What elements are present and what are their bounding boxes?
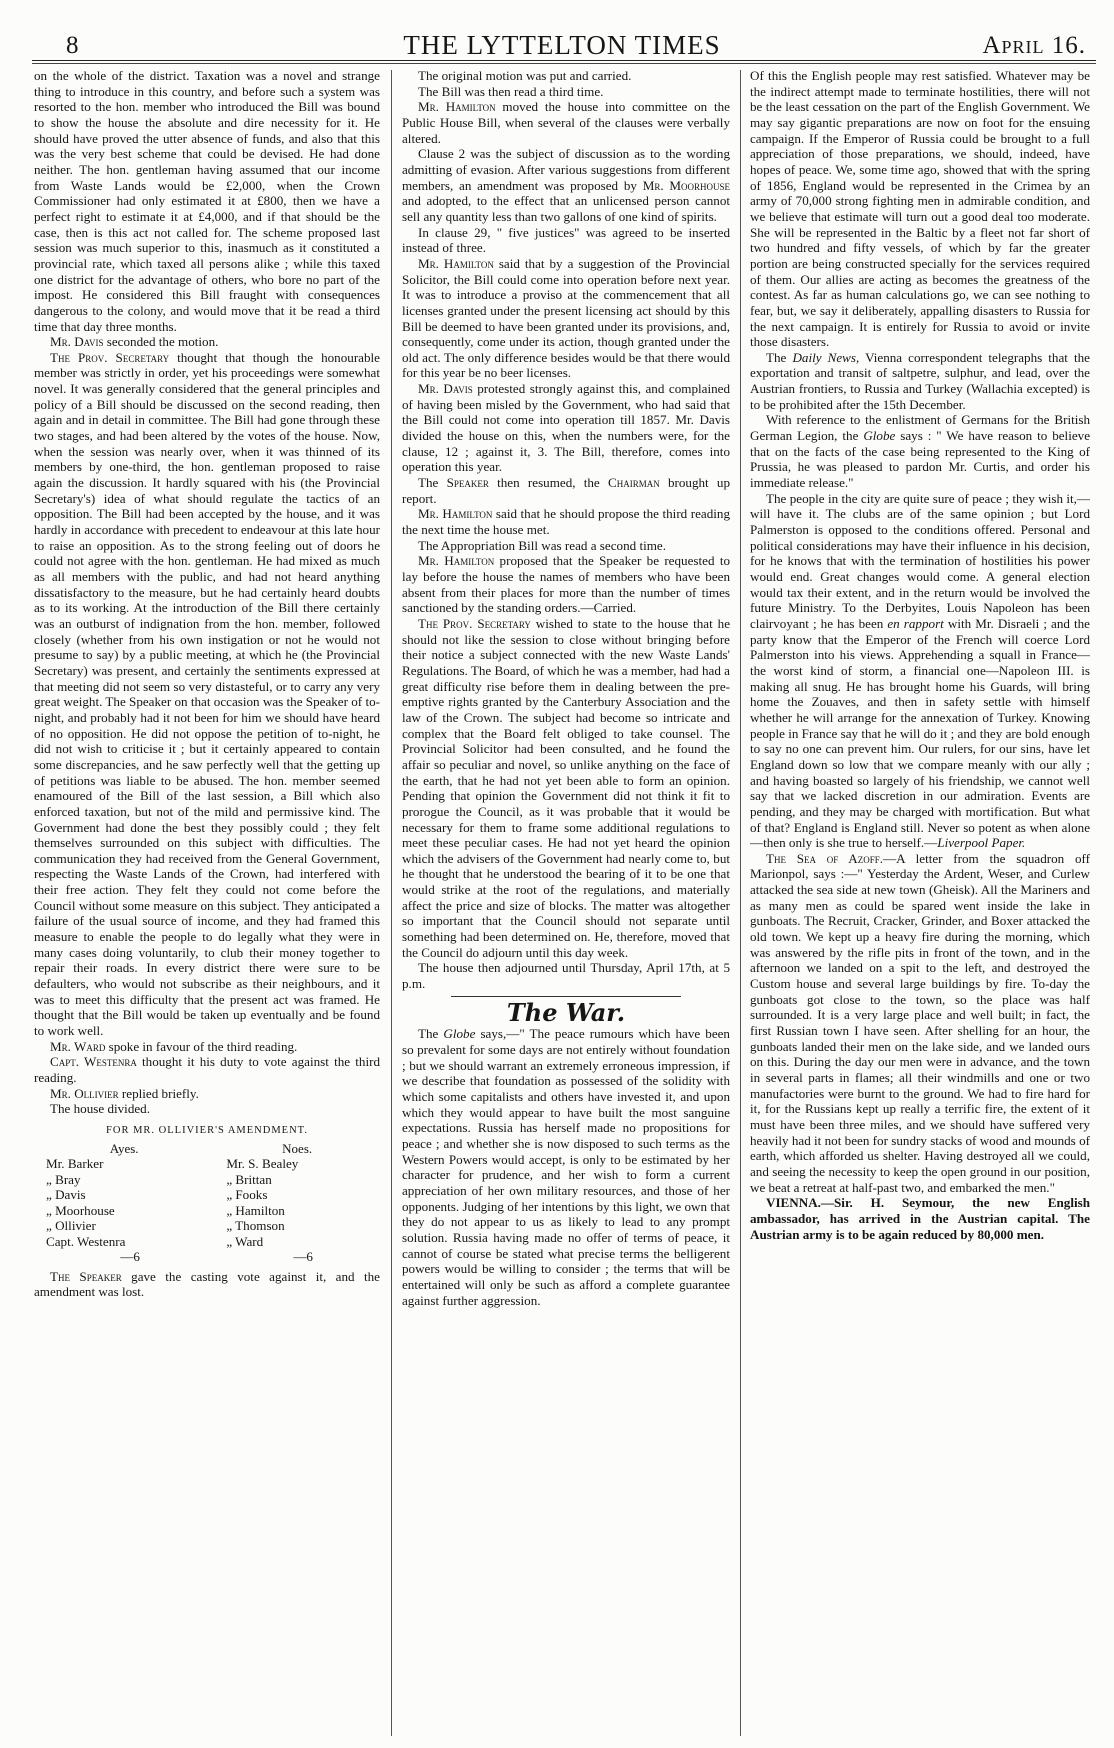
column-divider (391, 70, 392, 1736)
speaker-name: Mr. Hamilton (418, 506, 493, 522)
column-3 (750, 68, 1090, 1738)
paragraph-text: protested strongly against this, and complained of having been misled by the Government, who had said that the Bill could not come into operation till 1857. Mr. Davis divided the house on this, when the numbers were, for the clause, 12 ; against it, 3. The Bill, therefore, comes into operation this year. (402, 381, 730, 475)
paragraph: The Appropriation Bill was read a second time. (418, 537, 666, 553)
paragraph-text: said that by a suggestion of the Provincial Solicitor, the Bill could come into operation before next year. It was to introduce a proviso at the commencement that all licenses granted under the present licensing act should by this Bill be deemed to have been granted under its provisions, and, consequently, come under its action, though granted under the old act. The only difference besides would be that there would for this year be no beer licenses. (402, 255, 730, 381)
paragraph (402, 616, 730, 960)
division-table (34, 1141, 380, 1265)
paragraph (402, 146, 730, 224)
paragraph: The original motion was put and carried. (418, 68, 632, 83)
article-heading: The Sea of Azoff. (766, 850, 884, 866)
paragraph (750, 350, 1090, 413)
division-row (34, 1218, 380, 1234)
paragraph (402, 553, 730, 616)
paragraph (750, 412, 1090, 490)
column-2 (402, 68, 730, 1738)
paragraph (402, 475, 730, 506)
paragraph-text: The (418, 475, 447, 491)
paragraph: The Bill was then read a third time. (418, 83, 604, 99)
paragraph-text: With reference to the enlistment of Germans for the British German Legion, the (750, 412, 1090, 444)
paragraph (34, 1039, 380, 1055)
aye-name: „ Bray (46, 1171, 81, 1187)
aye-name: „ Davis (46, 1187, 86, 1203)
paragraph: In clause 29, " five justices" was agreed to be inserted instead of three. (402, 224, 730, 256)
paragraph-text: proposed that the Speaker be requested to lay before the house the names of members who have been absent from their places for more than the number of times sanctioned by the standing orders.—Carried. (402, 553, 730, 616)
paragraph-text: thought that though the honourable member was strictly in order, yet his proceedings were somewhat novel. It was generally considered that the general principles and policy of a Bill should be discussed on the second reading, then again and in detail in committee. The Bill had gone through these two stages, and had been altered by the votes of the house. Now, when the session was nearly over, when it was thinned of its members by one-third, the hon. gentleman proposed to raise again the discussion. It hardly squared with his (the Provincial Secretary's) idea of what should regulate the tactics of an opposition. The Bill had been accepted by the house, and it was hardly in accordance with precedent to endeavour at this late hour to raise an opposition. As to the strong feeling out of doors he could not agree with the hon. gentleman. He had mixed as much as all members with the public, and had not heard anything dissatisfactory to the measure, but he had certainly heard doubts as to its working. At the introduction of the Bill there certainly was an outburst of indignation from the hon. member, followed closely (whether from his own instigation or not he would not presume to say) by a public meeting, at which he (the Provincial Secretary) was present, and certainly the sentiments expressed at that meeting did not seem so very distasteful, or to carry any very great weight. The Speaker on that occasion was the Speaker of to-night, and probably had it not been for him we should have heard of no opposition. He did not oppose the petition of to-night, he did not wish to criticise it ; but it certainly appeared to contain some discrepancies, and he saw perfectly well that the getting up of petitions was liable to be abused. The hon. member seemed enamoured of the Bill of the last session, a Bill which also enforced taxation, but not of the mild and permissive kind. The Government had done the best they possibly could ; they felt themselves surrounded on this subject with difficulties. The communication they had received from the General Government, respecting the Waste Lands of the Crown, had interfered with their free action. They felt they could not come before the Council without some measure on this subject. They anticipated a failure of the usual source of income, and they had framed this measure to enable the people to do legally what they were in many cases doing voluntarily, to club their money together to repair their roads. In every district there were sure to be defaulters, who would not subscribe as their neighbours, and it was to meet this difficulty that the present act was framed. He thought that the Bill would be taken up eventually and be found to work well. (34, 349, 380, 1039)
speaker-name: Mr. Hamilton (418, 553, 495, 569)
newspaper-title: THE LYTTELTON TIMES (403, 30, 721, 60)
section-rule (451, 996, 681, 997)
section-title-the-war: The War. (506, 997, 626, 1027)
masthead-rule-thin (32, 63, 1096, 64)
no-name: Mr. S. Bealey (226, 1156, 299, 1172)
paragraph (34, 350, 380, 1039)
paragraph: VIENNA.—Sir. H. Seymour, the new English ambassador, has arrived in the Austrian capital. The Austrian army is to be again reduced by 80,000 men. (750, 1195, 1090, 1242)
noes-total: —6 (293, 1249, 313, 1265)
paragraph: The house divided. (50, 1101, 150, 1117)
paragraph-text: wished to state to the house that he should not like the session to close without bringing before their notice a subject connected with the new Waste Lands' Regulations. The Board, of which he was a member, had had a great difficulty rise before them in dealing between the pre-emptive rights granted by the Canterbury Association and the law of the Crown. The subject had become so intricate and complex that the Board felt obliged to take counsel. The Provincial Solicitor had been consulted, and he found the affair so peculiar and novel, so unlike anything on the face of the earth, that he had not yet been able to form an opinion. Pending that opinion the Government did not think it fit to prorogue the Council, as it was probable that it would be necessary for them to frame some additional regulations to meet these peculiar cases. He had not yet heard the opinion which the advisers of the Government had nearly come to, but he thought that he understood the bearing of it to be one that would strike at the root of the regulations, and materially affect the price and size of blocks. The matter was altogether so important that the Council should not separate until something had been determined on. He, therefore, moved that the Council do adjourn until this day week. (402, 615, 730, 960)
aye-name: „ Moorhouse (46, 1202, 115, 1218)
paragraph-text: Clause 2 was the subject of discussion as to the wording admitting of evasion. After various suggestions from different members, an amendment was proposed by (402, 146, 730, 193)
division-row (34, 1234, 380, 1250)
paragraph (34, 1054, 380, 1085)
noes-label: Noes. (282, 1140, 313, 1156)
speaker-name: The Prov. Secretary (418, 615, 531, 631)
newspaper-name: Daily News, (792, 349, 860, 365)
paragraph: on the whole of the district. Taxation was a novel and strange thing to introduce in this country, and before such a system was resorted to the hon. member who introduced the Bill was bound to show the house the absolute and dire necessity for it. He should have proved the utter absence of funds, and also that this was the very best scheme that could be devised. He had done neither. The hon. gentleman having assumed that our income from Waste Lands would be £2,000, when the Crown Commissioner had only estimated it at £800, then we have a perfect right to estimate it at £4,000, and if that should be the case, then is this act not called for. The scheme proposed last session was much superior to this, inasmuch as it constituted a provincial rate, which taxed all persons alike ; while this taxed one district for the advantage of others, who bore no part of the impost. He considered this Bill fraught with consequences dangerous to the colony, and would move that it be read a third time that day three months. (34, 68, 380, 334)
speaker-name: Mr. Davis (50, 334, 104, 350)
paragraph-text: and adopted, to the effect that an unlicensed person cannot sell any quantity less than two gallons of one kind of spirits. (402, 193, 730, 224)
division-header-row (34, 1141, 380, 1157)
no-name: „ Hamilton (226, 1202, 285, 1218)
paragraph (34, 1269, 380, 1300)
paragraph-text: says,—" The peace rumours which have been so prevalent for some days are not entirely without foundation ; but we should warrant an extremely erroneous impression, if we describe that foundation as possessed of the solidity with which some capitalists and others have invested it, and upon which they would appear to have built the most sanguine expectations. Russia has herself made no propositions for peace ; and whether she is now disposed to such terms as the Western Powers would accept, is only to be estimated by her character for prudence, and her wish to form a current appreciation of her own military resources, and those of her opponents. Judging of her intentions by this light, we own that they do not appear to us as likely to lead to any prompt solution. Russia having made no offer of terms of peace, it cannot of course be stated what precise terms the belligerent powers would be willing to consider ; the terms that will be entertained will only be such as afford a complete guarantee against further aggression. (402, 1026, 730, 1308)
paragraph (402, 256, 730, 381)
paragraph (402, 99, 730, 146)
no-name: „ Ward (226, 1233, 264, 1249)
column-1 (34, 68, 380, 1738)
source-credit: Liverpool Paper. (937, 835, 1026, 851)
paragraph-text: says : " We have reason to believe that on the facts of the case being represented to the King of Prussia, he was pleased to pardon Mr. Curtis, and order his immediate release." (750, 428, 1090, 491)
speaker-name: Mr. Hamilton (418, 99, 496, 115)
division-row (34, 1187, 380, 1203)
paragraph-text: said that he should propose the third reading the next time the house met. (402, 506, 730, 538)
paragraph-text: Vienna correspondent telegraphs that the exportation and transit of saltpetre, sulphur, and lead, over the Austrian frontiers, to Russia and Turkey (Wallachia excepted) is to be prohibited after the 15th December. (750, 349, 1090, 412)
paragraph (750, 491, 1090, 851)
foreign-phrase: en rapport (887, 615, 944, 631)
no-name: „ Fooks (226, 1187, 268, 1203)
speaker-name: Mr. Hamilton (418, 255, 494, 271)
masthead (30, 26, 1094, 60)
paragraph-text: with Mr. Disraeli ; and the party know that the Emperor of the French will coerce Lord Palmerston into his views. Apprehending a squall in France—the worst kind of storm, a financial one—Napoleon III. is making all snug. He has brought home his Guards, will bring home the Zouaves, and then in safety settle with himself whether he will arrange for the annexation of Turkey. Knowing people in France say that he will do it ; and they are bold enough to say no one can prevent him. Our rulers, for our sins, have let England down so low that we compare meanly with our ally ; and having boasted so largely of his friendship, we cannot well say that we lacked discretion in our admiration. Events are pending, and they may be charged with mortification. But what of that? England is England still. Never so potent as when alone—then only is she true to herself.— (750, 615, 1090, 851)
division-total-row (34, 1249, 380, 1265)
paragraph-text: The people in the city are quite sure of peace ; they wish it,—will have it. The clubs are of the same opinion ; but Lord Palmerston is opposed to the conditions offered. Personal and political considerations may have their influence in his decision, for he knows that with the termination of hostilities his power would end. Great changes would come. A general election would tax their extent, and in the return would be involved the future Ministry. To the Derbyites, Louis Napoleon has been clairvoyant ; he has been (750, 490, 1090, 631)
paragraph: The house then adjourned until Thursday, April 17th, at 5 p.m. (402, 960, 730, 992)
aye-name: Capt. Westenra (46, 1233, 126, 1249)
paragraph-text: replied briefly. (118, 1085, 199, 1101)
masthead-rule (32, 60, 1096, 61)
speaker-name: The Speaker (50, 1268, 122, 1284)
paragraph (34, 1086, 380, 1102)
division-row (34, 1172, 380, 1188)
paragraph-text: thought it his duty to vote against the third reading. (34, 1054, 380, 1085)
aye-name: Mr. Barker (46, 1156, 104, 1172)
speaker-name: Chairman (607, 475, 660, 491)
speaker-name: Speaker (446, 475, 489, 491)
column-divider (740, 70, 741, 1736)
newspaper-name: Globe (863, 428, 896, 444)
division-row (34, 1203, 380, 1219)
paragraph (402, 506, 730, 537)
newspaper-name: Globe (443, 1026, 476, 1042)
paragraph-text: spoke in favour of the third reading. (105, 1038, 298, 1054)
paragraph-text: gave the casting vote against it, and the amendment was lost. (34, 1268, 380, 1300)
paragraph-text: moved the house into committee on the Public House Bill, when several of the clauses were verbally altered. (402, 99, 730, 146)
paragraph (750, 851, 1090, 1195)
paragraph (402, 381, 730, 475)
paragraph (34, 334, 380, 350)
no-name: „ Thomson (226, 1218, 285, 1234)
division-row (34, 1156, 380, 1172)
paragraph-text: The (418, 1026, 444, 1042)
paragraph-text: —A letter from the squadron off Marionpol, says :—" Yesterday the Ardent, Weser, and Curlew attacked the sea side at new town (Gheisk). All the Mariners and as many men as could be spared went inside the lake in gunboats. The Recruit, Cracker, Grinder, and Boxer attacked the old town. We kept up a heavy fire during the morning, which was answered by the rifle pits in front of the town, and in the afternoon we landed on a spit to the left, and destroyed the Custom house and several large buildings by fire. To-day the gunboats got close to the town, so the place was half surrounded. It is a very large place and well built; in fact, the first Russian town I have seen. After shelling for an hour, the gunboats landed their men on the lake side, and we landed ours on this. During the day our men were in advance, and the town in several parts in flames; all their windmills and one or two manufactories were burnt to the ground. We had to fire hard for it, for the Russians kept up really a terrific fire, the extent of it must have been three miles, and we should have suffered very heavily had it not been for sundry stacks of wood and mounds of earth, which afforded us shelter. Having destroyed all we could, and seeing the necessity to keep the open ground in our position, we beat a retreat at half-past two, and embarked the men." (750, 850, 1090, 1195)
speaker-name: Capt. Westenra (50, 1054, 137, 1070)
aye-name: „ Ollivier (46, 1218, 96, 1234)
speaker-name: Mr. Ward (50, 1038, 106, 1054)
page-number: 8 (66, 32, 79, 59)
ayes-label: Ayes. (109, 1140, 139, 1156)
paragraph-text: The (766, 349, 793, 365)
speaker-name: The Prov. Secretary (50, 349, 170, 365)
division-heading: FOR MR. OLLIVIER'S AMENDMENT. (106, 1124, 308, 1136)
speaker-name: Mr. Davis (418, 381, 473, 397)
speaker-name: Mr. Ollivier (50, 1085, 119, 1101)
paragraph-text: seconded the motion. (103, 334, 219, 350)
paragraph: Of this the English people may rest satisfied. Whatever may be the indirect attempt made to terminate hostilities, there will not be the least cessation on the part of the English Government. We may say gigantic preparations are now on foot for the ensuing campaign. If the Emperor of Russia could be brought to a full appreciation of those preparations, we should, indeed, have hopes of peace. We, some time ago, showed that with the spring of 1856, England would be represented in the Crimea by an army of 70,000 strong fighting men in admirable condition, and we believe that estimate will turn out a good deal too moderate. She will be represented in the Baltic by a fleet not far short of two hundred and fifty vessels, of which by far the greater portion are being constructed specially for the services required of them. Our allies are acting as becomes the greatness of the contest. As far as human calculations go, we can see nothing to fear, but, we say it deliberately, appalling disasters to Russia for the next campaign. It is entirely for Russia to avoid or invite those disasters. (750, 68, 1090, 350)
paragraph-text: brought up report. (402, 475, 730, 506)
ayes-total: —6 (120, 1249, 140, 1265)
paragraph-text: then resumed, the (488, 475, 608, 491)
no-name: „ Brittan (226, 1171, 272, 1187)
paragraph (402, 1026, 730, 1308)
speaker-name: Mr. Moorhouse (642, 177, 730, 193)
issue-date: April 16. (982, 32, 1086, 59)
